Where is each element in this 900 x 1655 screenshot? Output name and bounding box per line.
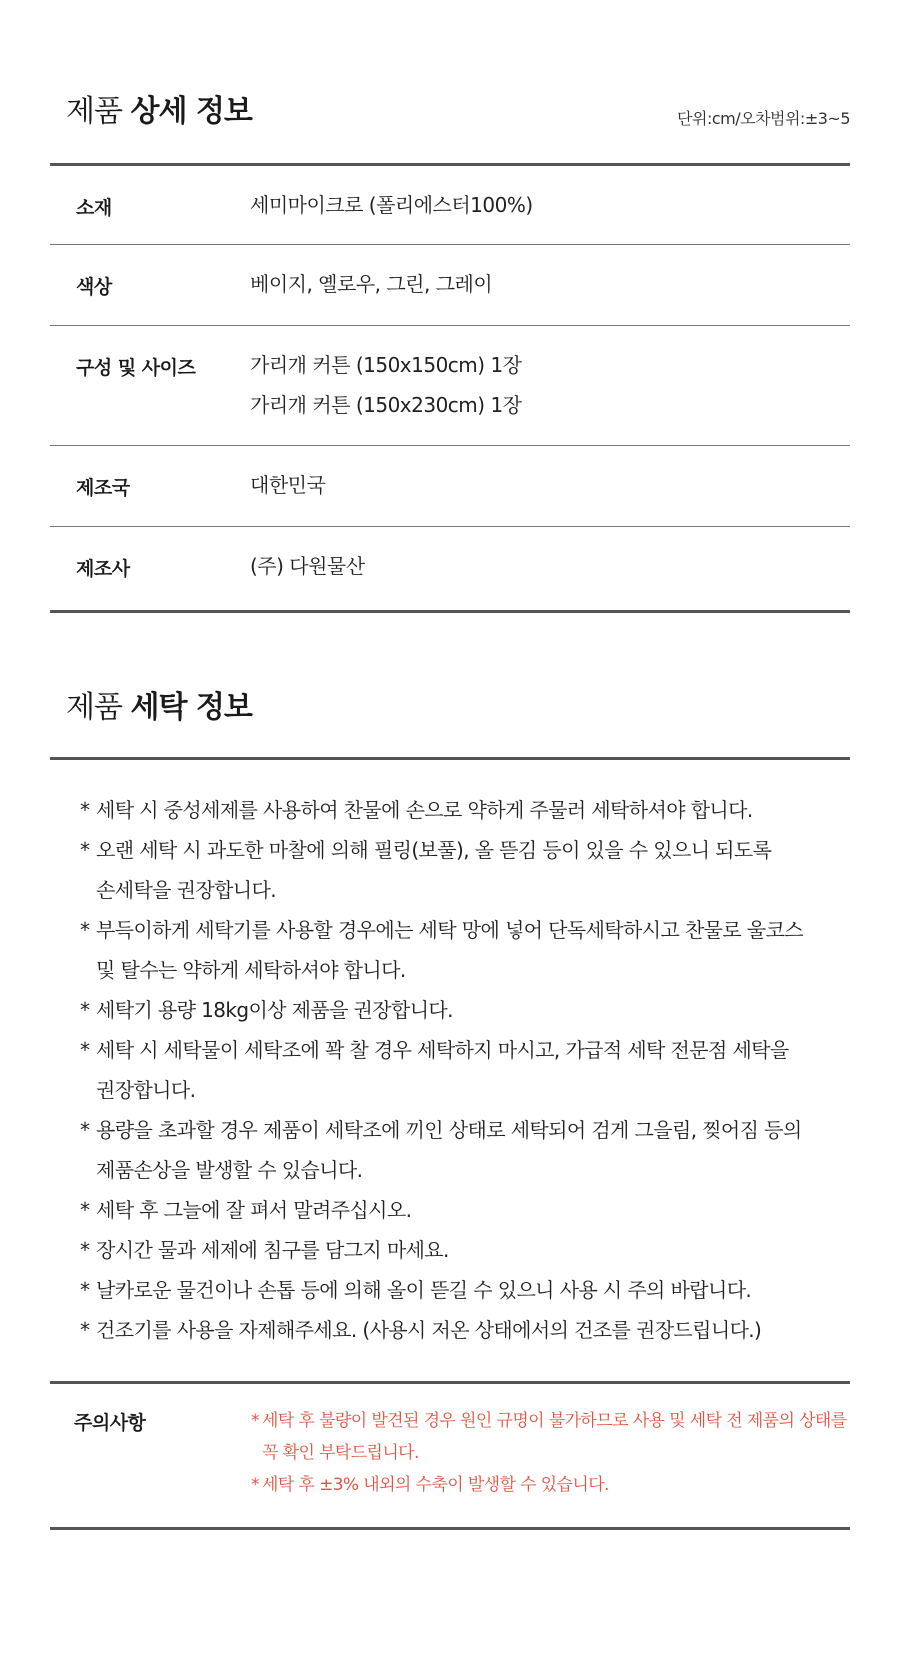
spec-label: 색상: [76, 276, 112, 298]
wash-line: 오랜 세탁 시 과도한 마찰에 의해 필링(보풀), 올 뜯김 등이 있을 수 있으니 되도록: [96, 838, 772, 862]
bullet-star: *: [80, 1038, 90, 1062]
wash-title: [66, 688, 252, 728]
wash-item: [80, 1110, 850, 1190]
bullet-star: *: [80, 918, 90, 942]
spec-value: [250, 264, 492, 304]
spec-label: 구성 및 사이즈: [76, 357, 196, 379]
wash-item: [80, 990, 850, 1030]
bullet-star: *: [80, 998, 90, 1022]
wash-title-light: 제품: [66, 690, 131, 725]
wash-line: 손세탁을 권장합니다.: [96, 878, 276, 902]
caution-line: 세탁 후 불량이 발견된 경우 원인 규명이 불가하므로 사용 및 세탁 전 제품의 상태를: [262, 1411, 847, 1431]
spec-row-material: [50, 166, 850, 244]
wash-line: 장시간 물과 세제에 침구를 담그지 마세요.: [96, 1238, 449, 1262]
wash-line: 날카로운 물건이나 손톱 등에 의해 올이 뜯길 수 있으니 사용 시 주의 바랍니다.: [96, 1278, 752, 1302]
wash-line: 세탁기 용량 18kg이상 제품을 권장합니다.: [96, 998, 453, 1022]
bullet-star: *: [251, 1475, 259, 1495]
spec-label: 소재: [76, 197, 112, 219]
wash-line: 용량을 초과할 경우 제품이 세탁조에 끼인 상태로 세탁되어 검게 그을림, 찢어짐 등의: [96, 1118, 802, 1142]
caution-item: [251, 1469, 851, 1501]
bullet-star: *: [80, 838, 90, 862]
wash-line: 부득이하게 세탁기를 사용할 경우에는 세탁 망에 넣어 단독세탁하시고 찬물로 울코스: [96, 918, 804, 942]
spec-value: [250, 546, 365, 586]
caution-line: 꼭 확인 부탁드립니다.: [262, 1443, 419, 1463]
bullet-star: *: [80, 1118, 90, 1142]
spec-row-color: [50, 245, 850, 325]
wash-line: 제품손상을 발생할 수 있습니다.: [96, 1158, 363, 1182]
spec-value-line: (주) 다원물산: [250, 554, 365, 578]
spec-row-maker: [50, 527, 850, 610]
spec-row-country: [50, 446, 850, 526]
spec-value-line: 대한민국: [250, 473, 326, 497]
spec-header: [50, 92, 850, 136]
bullet-star: *: [80, 1278, 90, 1302]
spec-title-bold: 상세 정보: [130, 94, 252, 129]
spec-value: [250, 345, 521, 425]
wash-title-bold: 세탁 정보: [130, 690, 252, 725]
wash-line: 세탁 후 그늘에 잘 펴서 말려주십시오.: [96, 1198, 412, 1222]
caution-bottom-rule: [50, 1527, 850, 1530]
caution-line: 세탁 후 ±3% 내외의 수축이 발생할 수 있습니다.: [262, 1475, 609, 1495]
spec-title: [66, 92, 252, 132]
bullet-star: *: [80, 1318, 90, 1342]
wash-line: 권장합니다.: [96, 1078, 196, 1102]
spec-value-line: 베이지, 옐로우, 그린, 그레이: [250, 272, 493, 296]
wash-item: [80, 1030, 850, 1110]
wash-line: 및 탈수는 약하게 세탁하셔야 합니다.: [96, 958, 406, 982]
wash-header: [50, 688, 850, 732]
caution-label: 주의사항: [74, 1412, 146, 1434]
wash-item: [80, 1230, 850, 1270]
bullet-star: *: [80, 798, 90, 822]
bullet-star: *: [80, 1238, 90, 1262]
spec-label: 제조사: [76, 558, 130, 580]
spec-value-line: 세미마이크로 (폴리에스터100%): [250, 193, 533, 217]
wash-item: [80, 910, 850, 990]
spec-label: 제조국: [76, 477, 130, 499]
bullet-star: *: [251, 1411, 259, 1431]
wash-item: [80, 830, 850, 910]
wash-top-rule: [50, 757, 850, 760]
caution-top-rule: [50, 1381, 850, 1384]
spec-bottom-rule: [50, 610, 850, 613]
wash-line: 건조기를 사용을 자제해주세요. (사용시 저온 상태에서의 건조를 권장드립니다.): [96, 1318, 762, 1342]
spec-value-line: 가리개 커튼 (150x150cm) 1장: [250, 353, 522, 377]
wash-line: 세탁 시 중성세제를 사용하여 찬물에 손으로 약하게 주물러 세탁하셔야 합니다.: [96, 798, 753, 822]
wash-item: [80, 1190, 850, 1230]
spec-title-light: 제품: [66, 94, 131, 129]
spec-row-size: [50, 326, 850, 445]
wash-item: [80, 1270, 850, 1310]
unit-note: 단위:cm/오차범위:±3~5: [677, 109, 850, 128]
spec-value-line: 가리개 커튼 (150x230cm) 1장: [250, 393, 522, 417]
bullet-star: *: [80, 1198, 90, 1222]
caution-item: [251, 1405, 851, 1469]
wash-line: 세탁 시 세탁물이 세탁조에 꽉 찰 경우 세탁하지 마시고, 가급적 세탁 전문점 세탁을: [96, 1038, 789, 1062]
wash-item: [80, 790, 850, 830]
wash-item: [80, 1310, 850, 1350]
wash-instructions: [80, 790, 850, 1350]
spec-value: [250, 185, 533, 225]
caution-notes: [251, 1405, 851, 1501]
spec-value: [250, 465, 325, 505]
